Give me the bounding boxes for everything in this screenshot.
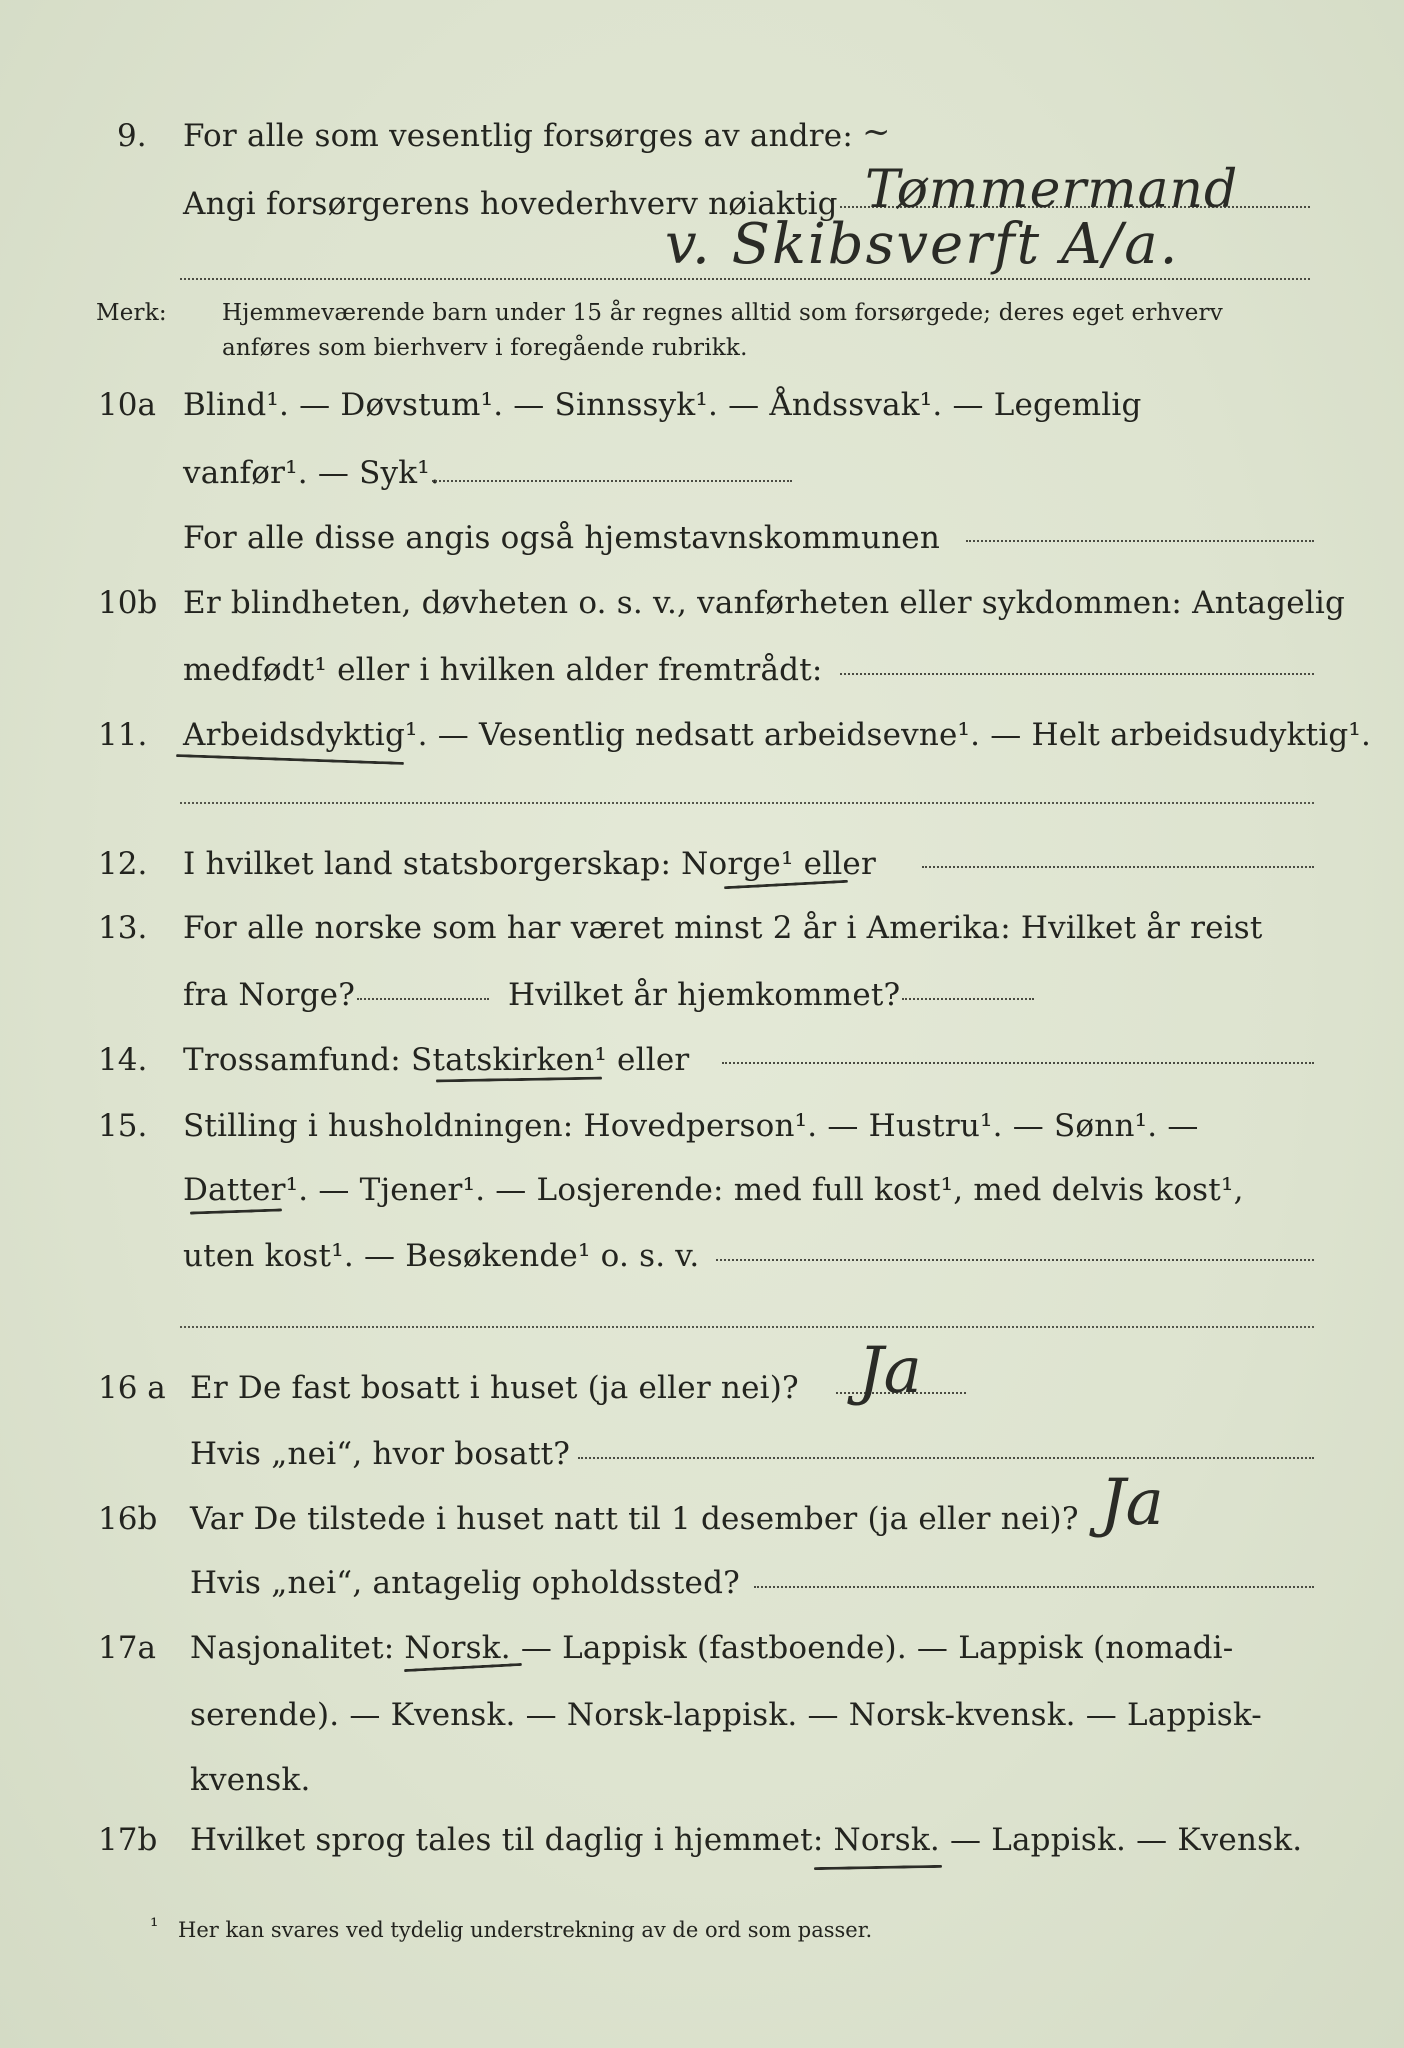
q13-number: 13.	[98, 910, 148, 946]
q13-answer-line-2	[902, 998, 1034, 1000]
merk-label: Merk:	[96, 300, 167, 326]
q9-answer-line-2	[180, 278, 1310, 280]
q10a-line3: For alle disse angis også hjemstavnskommunen	[183, 520, 940, 556]
q10a-line2: vanfør¹. — Syk¹.	[183, 455, 440, 491]
q16a-answer-line-2	[578, 1457, 1314, 1459]
q9-handwritten-employer: v. Skibsverft A/a.	[665, 212, 1180, 277]
q10b-line1: Er blindheten, døvheten o. s. v., vanførheten eller sykdommen: Antagelig	[183, 585, 1346, 621]
merk-line1: Hjemmeværende barn under 15 år regnes alltid som forsørgede; deres eget erhverv	[222, 300, 1223, 326]
q10a-answer-line-2	[966, 540, 1314, 542]
q15-line1: Stilling i husholdningen: Hovedperson¹. — Hustru¹. — Sønn¹. —	[183, 1108, 1199, 1144]
q11-answer-line	[180, 802, 1314, 804]
q17a-line2: serende). — Kvensk. — Norsk-lappisk. — Norsk-kvensk. — Lappisk-	[190, 1697, 1262, 1733]
q9-line2: Angi forsørgerens hovederhverv nøiaktig	[183, 186, 838, 222]
q15-line3: uten kost¹. — Besøkende¹ o. s. v.	[183, 1238, 700, 1274]
q17a-line3: kvensk.	[190, 1762, 311, 1798]
q16b-answer-line	[754, 1586, 1314, 1588]
q11-answer-underline	[176, 754, 404, 765]
q14-line1: Trossamfund: Statskirken¹ eller	[183, 1042, 690, 1078]
q10b-number: 10b	[98, 585, 158, 621]
q11-line1: Arbeidsdyktig¹. — Vesentlig nedsatt arbeidsevne¹. — Helt arbeidsudyktig¹.	[183, 717, 1372, 753]
q9-number: 9.	[117, 118, 147, 154]
q11-number: 11.	[98, 717, 148, 753]
q10a-line1: Blind¹. — Døvstum¹. — Sinnssyk¹. — Åndssvak¹. — Legemlig	[183, 387, 1142, 423]
q9-line1: For alle som vesentlig forsørges av andre:	[183, 118, 853, 154]
q16a-number: 16 a	[98, 1370, 166, 1406]
q17b-answer-underline	[814, 1865, 942, 1870]
q16b-line2: Hvis „nei“, antagelig opholdssted?	[190, 1565, 740, 1601]
q15-answer-underline	[190, 1208, 282, 1214]
q13-line1: For alle norske som har været minst 2 år i Amerika: Hvilket år reist	[183, 910, 1263, 946]
q12-answer-line	[922, 866, 1314, 868]
q15-answer-line	[716, 1259, 1314, 1261]
merk-line2: anføres som bierhverv i foregående rubrikk.	[222, 335, 748, 361]
q15-answer-line-2	[180, 1326, 1314, 1328]
q9-handwritten-mark: ~	[862, 112, 891, 152]
q10b-answer-line	[840, 673, 1314, 675]
q16a-line2: Hvis „nei“, hvor bosatt?	[190, 1436, 571, 1472]
footnote-mark: ¹	[150, 1914, 159, 1938]
q17b-line1: Hvilket sprog tales til daglig i hjemmet: Norsk. — Lappisk. — Kvensk.	[190, 1822, 1303, 1858]
q16a-line1: Er De fast bosatt i huset (ja eller nei)?	[190, 1370, 799, 1406]
q15-number: 15.	[98, 1108, 148, 1144]
q13-line2b: Hvilket år hjemkommet?	[508, 977, 901, 1013]
q16a-handwritten-answer: Ja	[858, 1334, 922, 1408]
q9-handwritten-occupation: Tømmermand	[865, 160, 1239, 220]
footnote-text: Her kan svares ved tydelig understrekning av de ord som passer.	[178, 1918, 873, 1942]
q13-line2a: fra Norge?	[183, 977, 356, 1013]
q17a-number: 17a	[98, 1630, 156, 1666]
q14-answer-line	[722, 1062, 1314, 1064]
q17a-line1: Nasjonalitet: Norsk. — Lappisk (fastboende). — Lappisk (nomadi-	[190, 1630, 1234, 1666]
q16b-number: 16b	[98, 1501, 158, 1537]
q10a-answer-line	[432, 480, 792, 482]
q13-answer-line-1	[357, 998, 489, 1000]
q15-line2: Datter¹. — Tjener¹. — Losjerende: med full kost¹, med delvis kost¹,	[183, 1172, 1244, 1208]
q16b-handwritten-answer: Ja	[1100, 1466, 1164, 1540]
q14-number: 14.	[98, 1042, 148, 1078]
q12-line1: I hvilket land statsborgerskap: Norge¹ eller	[183, 846, 876, 882]
q16b-line1: Var De tilstede i huset natt til 1 desember (ja eller nei)?	[190, 1501, 1079, 1537]
q10b-line2: medfødt¹ eller i hvilken alder fremtrådt:	[183, 652, 823, 688]
q12-number: 12.	[98, 846, 148, 882]
q10a-number: 10a	[98, 387, 156, 423]
q17b-number: 17b	[98, 1822, 158, 1858]
